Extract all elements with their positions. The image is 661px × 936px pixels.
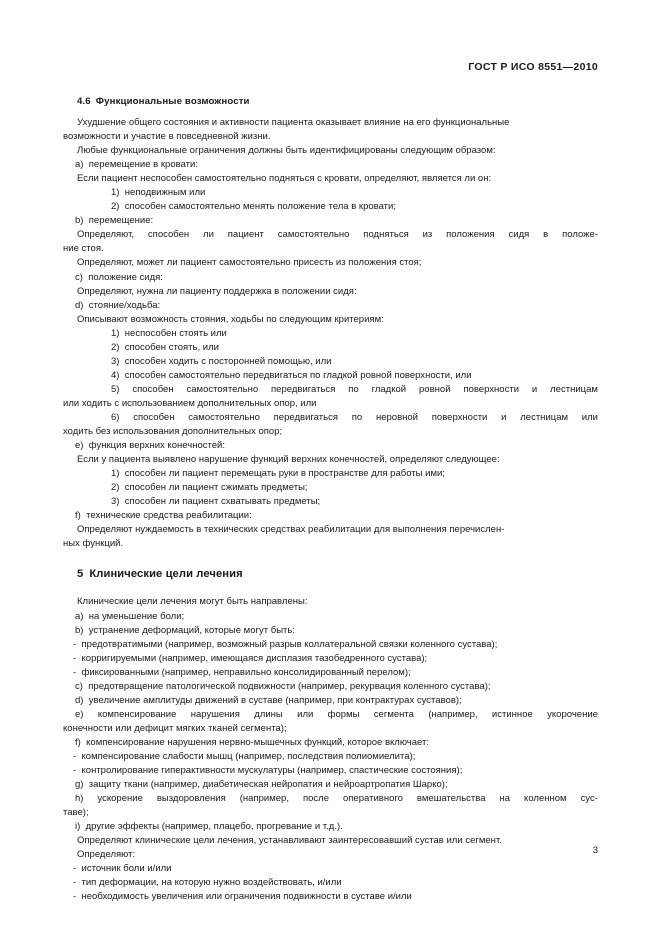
list-item-e bbox=[63, 439, 598, 453]
section-5-item-b-dash-2 bbox=[63, 652, 598, 666]
justified-word: передвигаться bbox=[273, 411, 338, 423]
justified-word: положения bbox=[446, 229, 495, 241]
justified-word: пациент bbox=[227, 229, 264, 241]
section-5-item-d bbox=[63, 694, 598, 708]
list-item-e-sub-1-text: способен ли пациент перемещать руки в пространстве для работы ими; bbox=[124, 468, 445, 480]
justified-word: h) bbox=[75, 793, 84, 805]
list-item-d-sub-5-continuation: или ходить с использованием дополнительных опор, или bbox=[63, 397, 317, 409]
spacer bbox=[63, 109, 598, 116]
section-5-item-i bbox=[63, 820, 598, 834]
justified-word: и bbox=[531, 383, 538, 395]
list-item-f-body-line2: ных функций. bbox=[63, 538, 124, 550]
list-item-a-sub-2-text: способен самостоятельно менять положение тела в кровати; bbox=[124, 201, 397, 213]
section-5-item-f-dash-1-text: компенсирование слабости мышц (например, последствия полиомиелита); bbox=[81, 750, 416, 762]
section-5-item-e-justified bbox=[63, 708, 598, 722]
list-item-e-text: функция верхних конечностей: bbox=[88, 440, 226, 452]
section-5-item-c-marker: c) bbox=[75, 680, 83, 692]
heading-4-6 bbox=[63, 95, 598, 109]
justified-word: положе- bbox=[562, 229, 598, 241]
section-5-item-a-marker: a) bbox=[75, 610, 84, 622]
justified-word: или bbox=[581, 411, 598, 423]
dash-marker: - bbox=[73, 863, 77, 875]
justified-word: оперативного bbox=[342, 793, 403, 805]
heading-5-title: Клинические цели лечения bbox=[89, 568, 243, 581]
justified-word: ровной bbox=[419, 383, 451, 395]
section-5-item-c-text: предотвращение патологической подвижности (например, рекурвация коленного сустава); bbox=[88, 680, 491, 692]
list-item-e-sub-3-marker: 3) bbox=[111, 496, 120, 508]
list-item-d-sub-4 bbox=[63, 369, 598, 383]
running-header: ГОСТ Р ИСО 8551—2010 bbox=[468, 61, 598, 73]
list-item-d-sub-5-justified bbox=[63, 383, 598, 397]
justified-word: или bbox=[297, 708, 314, 720]
list-item-e-sub-3-text: способен ли пациент схватывать предметы; bbox=[124, 496, 321, 508]
list-item-d-sub-1-marker: 1) bbox=[111, 327, 120, 339]
heading-5-number: 5 bbox=[77, 568, 84, 581]
justified-word: 6) bbox=[111, 411, 120, 423]
list-item-c bbox=[63, 271, 598, 285]
section-5-item-c bbox=[63, 680, 598, 694]
list-item-d-sub-4-text: способен самостоятельно передвигаться по гладкой ровной поверхности, или bbox=[124, 369, 472, 381]
justified-word: из bbox=[422, 229, 433, 241]
dash-marker: - bbox=[73, 750, 77, 762]
justified-word: по bbox=[351, 411, 363, 423]
list-item-a-sub-2 bbox=[63, 200, 598, 214]
justified-word: нарушения bbox=[190, 708, 240, 720]
list-item-a-text: перемещение в кровати: bbox=[88, 159, 199, 171]
section-5-item-g-marker: g) bbox=[75, 779, 84, 791]
justified-word: по bbox=[348, 383, 359, 395]
page-content bbox=[63, 95, 598, 904]
justified-word: (например, bbox=[428, 708, 478, 720]
section-5-item-b-dash-1 bbox=[63, 638, 598, 652]
section-5-item-d-marker: d) bbox=[75, 694, 84, 706]
justified-word: вмешательства bbox=[416, 793, 486, 805]
list-item-d-sub-3-marker: 3) bbox=[111, 355, 120, 367]
justified-word: (например, bbox=[239, 793, 289, 805]
justified-word: в bbox=[543, 229, 549, 241]
list-item-f bbox=[63, 509, 598, 523]
list-item-f-text: технические средства реабилитации: bbox=[86, 510, 252, 522]
justified-word: истинное bbox=[491, 708, 533, 720]
heading-5 bbox=[63, 567, 598, 582]
justified-word: сегмента bbox=[373, 708, 414, 720]
dash-marker: - bbox=[73, 765, 77, 777]
heading-4-6-number: 4.6 bbox=[77, 96, 91, 107]
list-item-a-sub-2-marker: 2) bbox=[111, 201, 120, 213]
dash-marker: - bbox=[73, 638, 77, 650]
justified-word: самостоятельно bbox=[277, 229, 350, 241]
section-5-item-f-dash-1 bbox=[63, 750, 598, 764]
justified-word: формы bbox=[327, 708, 360, 720]
section-5-item-f-marker: f) bbox=[75, 736, 81, 748]
section-5-item-b-dash-3 bbox=[63, 666, 598, 680]
section-5-item-f bbox=[63, 736, 598, 750]
justified-word: неровной bbox=[375, 411, 418, 423]
list-item-f-marker: f) bbox=[75, 510, 81, 522]
justified-word: самостоятельно bbox=[188, 411, 260, 423]
list-item-a-marker: a) bbox=[75, 159, 84, 171]
section-5-item-g-text: защиту ткани (например, диабетическая нейропатия и нейроартропатия Шарко); bbox=[88, 779, 448, 791]
section-5-closing-dash-3-text: необходимость увеличения или ограничения подвижности в суставе и/или bbox=[81, 891, 412, 903]
section-5-closing-dash-3 bbox=[63, 890, 598, 904]
section-5-item-b-dash-2-text: корригируемыми (например, имеющаяся дисплазия тазобедренного сустава); bbox=[81, 652, 428, 664]
section-5-item-i-text: другие эффекты (например, плацебо, прогревание и т.д.). bbox=[85, 821, 343, 833]
justified-word: компенсирование bbox=[97, 708, 177, 720]
list-item-b-body-justified bbox=[63, 228, 598, 242]
section-5-lead: Клинические цели лечения могут быть направлены: bbox=[77, 596, 308, 608]
list-item-b-body-extra: Определяют, может ли пациент самостоятельно присесть из положения стоя; bbox=[77, 257, 422, 269]
list-item-b-body-continuation: ние стоя. bbox=[63, 243, 104, 255]
justified-word: Определяют, bbox=[77, 229, 135, 241]
section-5-item-i-marker: i) bbox=[75, 821, 81, 833]
dash-marker: - bbox=[73, 652, 77, 664]
heading-4-6-title: Функциональные возможности bbox=[95, 96, 250, 107]
list-item-d-text: стояние/ходьба: bbox=[88, 299, 161, 311]
list-item-b-text: перемещение: bbox=[88, 215, 154, 227]
section-5-item-e-continuation: конечности или дефицит мягких тканей сегмента); bbox=[63, 722, 287, 734]
section-5-item-a-text: на уменьшение боли; bbox=[88, 610, 185, 622]
list-item-d-sub-4-marker: 4) bbox=[111, 369, 120, 381]
section-5-item-b-dash-1-text: предотвратимыми (например, возможный разрыв коллатеральной связки коленного сустава); bbox=[81, 638, 498, 650]
list-item-e-sub-1-marker: 1) bbox=[111, 468, 120, 480]
page-number: 3 bbox=[592, 845, 598, 856]
paragraph-intro-line2: возможности и участие в повседневной жизни. bbox=[63, 131, 271, 143]
justified-word: сус- bbox=[580, 793, 598, 805]
section-5-item-h-justified bbox=[63, 792, 598, 806]
list-item-a-sub-1-marker: 1) bbox=[111, 187, 120, 199]
justified-word: способен bbox=[132, 383, 174, 395]
list-item-c-marker: c) bbox=[75, 271, 83, 283]
justified-word: поверхности bbox=[431, 411, 488, 423]
section-5-closing-dash-1 bbox=[63, 862, 598, 876]
list-item-d-sub-6-continuation: ходить без использования дополнительных опор; bbox=[63, 426, 283, 438]
justified-word: длины bbox=[254, 708, 283, 720]
section-5-item-b-marker: b) bbox=[75, 624, 84, 636]
list-item-e-sub-1 bbox=[63, 467, 598, 481]
list-item-d-sub-1-text: неспособен стоять или bbox=[124, 327, 227, 339]
justified-word: поверхности bbox=[463, 383, 520, 395]
section-5-item-b bbox=[63, 624, 598, 638]
section-5-item-b-dash-3-text: фиксированными (например, неправильно консолидированный перелом); bbox=[81, 666, 411, 678]
justified-word: коленном bbox=[524, 793, 567, 805]
list-item-a-body: Если пациент неспособен самостоятельно подняться с кровати, определяют, является ли он: bbox=[77, 173, 492, 185]
list-item-b bbox=[63, 214, 598, 228]
list-item-d bbox=[63, 299, 598, 313]
section-5-item-h-continuation: таве); bbox=[63, 807, 89, 819]
list-item-e-sub-2-text: способен ли пациент сжимать предметы; bbox=[124, 482, 308, 494]
list-item-d-body: Описывают возможность стояния, ходьбы по следующим критериям: bbox=[77, 313, 384, 325]
section-5-closing-dash-2-text: тип деформации, на которую нужно воздействовать, и/или bbox=[81, 877, 342, 889]
list-item-d-marker: d) bbox=[75, 299, 84, 311]
list-item-e-sub-2-marker: 2) bbox=[111, 482, 120, 494]
section-5-item-b-text: устранение деформаций, которые могут быть: bbox=[88, 624, 296, 636]
list-item-e-sub-2 bbox=[63, 481, 598, 495]
list-item-a bbox=[63, 158, 598, 172]
section-5-item-f-dash-2 bbox=[63, 764, 598, 778]
section-5-item-f-text: компенсирование нарушения нервно-мышечных функций, которое включает: bbox=[86, 736, 430, 748]
justified-word: 5) bbox=[111, 383, 120, 395]
list-item-c-text: положение сидя: bbox=[88, 271, 163, 283]
justified-word: e) bbox=[75, 708, 84, 720]
justified-word: ли bbox=[203, 229, 214, 241]
justified-word: выздоровления bbox=[156, 793, 226, 805]
spacer bbox=[63, 582, 598, 595]
section-5-item-d-text: увеличение амплитуды движений в суставе (например, при контрактурах суставов); bbox=[88, 694, 462, 706]
list-item-d-sub-2-text: способен стоять, или bbox=[124, 341, 219, 353]
justified-word: передвигаться bbox=[271, 383, 336, 395]
justified-word: на bbox=[499, 793, 511, 805]
section-5-closing-line2: Определяют: bbox=[77, 849, 136, 861]
section-5-closing-line1: Определяют клинические цели лечения, устанавливают заинтересовавший сустав или сегмент. bbox=[77, 835, 502, 847]
paragraph-lead: Любые функциональные ограничения должны быть идентифицированы следующим образом: bbox=[77, 145, 496, 157]
list-item-f-body-line1: Определяют нуждаемость в технических средствах реабилитации для выполнения перечислен- bbox=[77, 524, 505, 536]
list-item-d-sub-6-justified bbox=[63, 411, 598, 425]
justified-word: подняться bbox=[363, 229, 409, 241]
list-item-d-sub-1 bbox=[63, 327, 598, 341]
section-5-item-f-dash-2-text: контролирование гиперактивности мускулатуры (например, спастические состояния); bbox=[81, 765, 463, 777]
section-5-closing-dash-2 bbox=[63, 876, 598, 890]
spacer bbox=[63, 551, 598, 567]
justified-word: лестницам bbox=[520, 411, 569, 423]
justified-word: укорочение bbox=[547, 708, 598, 720]
section-5-closing-dash-1-text: источник боли и/или bbox=[81, 863, 172, 875]
list-item-e-body: Если у пациента выявлено нарушение функций верхних конечностей, определяют следующее: bbox=[77, 454, 500, 466]
dash-marker: - bbox=[73, 877, 77, 889]
justified-word: способен bbox=[147, 229, 190, 241]
list-item-d-sub-3-text: способен ходить с посторонней помощью, или bbox=[124, 355, 332, 367]
section-5-item-g bbox=[63, 778, 598, 792]
justified-word: самостоятельно bbox=[186, 383, 259, 395]
dash-marker: - bbox=[73, 666, 77, 678]
paragraph-intro-line1: Ухудшение общего состояния и активности пациента оказывает влияние на его функциональные bbox=[77, 117, 510, 128]
dash-marker: - bbox=[73, 891, 77, 903]
justified-word: и bbox=[501, 411, 507, 423]
justified-word: сидя bbox=[508, 229, 530, 241]
list-item-a-sub-1 bbox=[63, 186, 598, 200]
list-item-e-sub-3 bbox=[63, 495, 598, 509]
section-5-item-a bbox=[63, 610, 598, 624]
list-item-d-sub-2 bbox=[63, 341, 598, 355]
list-item-c-body: Определяют, нужна ли пациенту поддержка в положении сидя: bbox=[77, 285, 357, 297]
justified-word: гладкой bbox=[371, 383, 407, 395]
list-item-d-sub-2-marker: 2) bbox=[111, 341, 120, 353]
justified-word: лестницам bbox=[550, 383, 598, 395]
list-item-a-sub-1-text: неподвижным или bbox=[124, 187, 206, 199]
justified-word: способен bbox=[133, 411, 175, 423]
list-item-b-marker: b) bbox=[75, 215, 84, 227]
justified-word: после bbox=[302, 793, 330, 805]
justified-word: ускорение bbox=[97, 793, 143, 805]
list-item-e-marker: e) bbox=[75, 440, 84, 452]
list-item-d-sub-3 bbox=[63, 355, 598, 369]
